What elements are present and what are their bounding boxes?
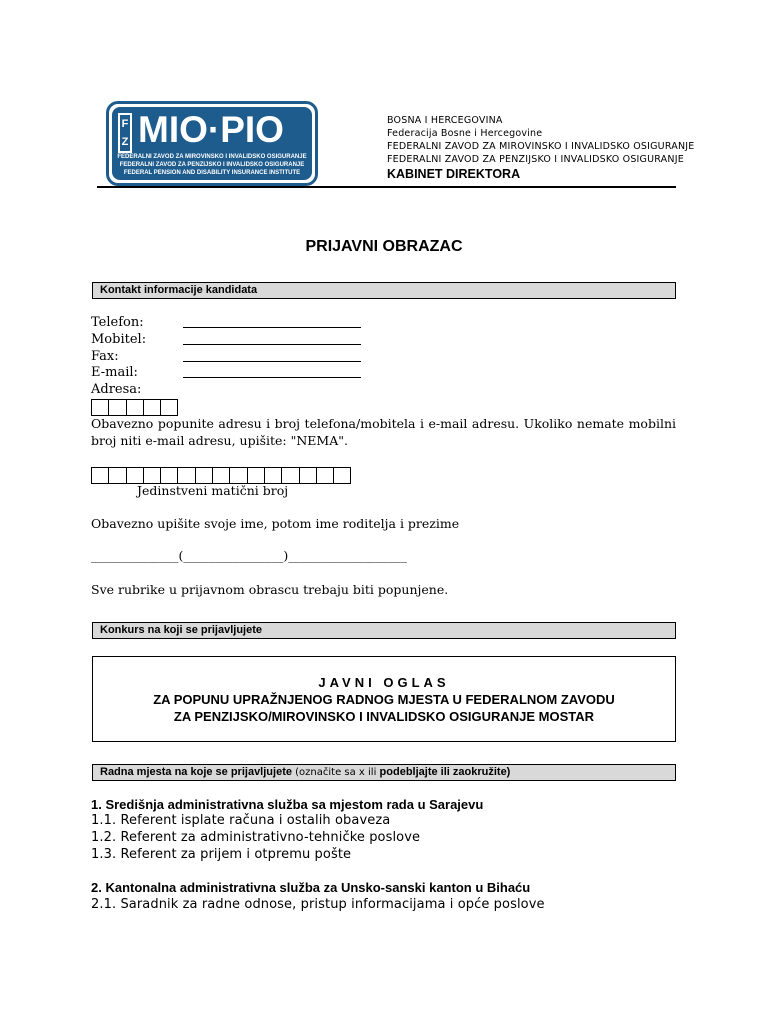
fax-input-line[interactable] xyxy=(183,361,361,362)
jmbg-box[interactable] xyxy=(264,467,282,484)
positions-header-hint-bold: podebljajte ili zaokružite) xyxy=(379,766,511,778)
jmbg-box[interactable] xyxy=(143,467,161,484)
mobile-label: Mobitel: xyxy=(91,331,147,347)
notice-heading: JAVNI OGLAS xyxy=(318,675,450,690)
phone-input-line[interactable] xyxy=(183,327,361,328)
contact-row-fax xyxy=(91,348,146,365)
header-divider xyxy=(97,186,676,188)
position-item[interactable]: 1.1. Referent isplate računa i ostalih obaveza xyxy=(91,813,391,828)
jmbg-box[interactable] xyxy=(333,467,351,484)
jmbg-box[interactable] xyxy=(247,467,265,484)
position-item[interactable]: 1.3. Referent za prijem i otpremu pošte xyxy=(91,847,352,862)
logo-fz-letter-z: Z xyxy=(121,135,129,148)
jmbg-box[interactable] xyxy=(195,467,213,484)
letterhead-line: FEDERALNI ZAVOD ZA MIROVINSKO I INVALIDSKO OSIGURANJE xyxy=(387,141,695,152)
postal-code-box[interactable] xyxy=(143,399,161,416)
form-title: PRIJAVNI OBRAZAC xyxy=(305,238,463,255)
postal-code-boxes xyxy=(91,399,177,416)
director-office: KABINET DIREKTORA xyxy=(387,167,521,181)
position-item[interactable]: 2.1. Saradnik za radne odnose, pristup informacijama i opće poslove xyxy=(91,897,545,912)
logo-subtitle-line: FEDERALNI ZAVOD ZA MIROVINSKO I INVALIDSKO OSIGURANJE xyxy=(117,154,307,160)
contact-fields xyxy=(91,314,146,398)
group-heading: 2. Kantonalna administrativna služba za Unsko-sanski kanton u Bihaću xyxy=(91,880,531,895)
logo-subtitle-line: FEDERALNI ZAVOD ZA PENZIJSKO I INVALIDSKO OSIGURANJE xyxy=(119,162,305,168)
postal-code-box[interactable] xyxy=(91,399,109,416)
jmbg-box[interactable] xyxy=(212,467,230,484)
logo-subtitle xyxy=(112,153,312,177)
jmbg-box[interactable] xyxy=(281,467,299,484)
positions-header-hint: (označite sa x ili xyxy=(291,767,380,778)
fax-label: Fax: xyxy=(91,348,119,364)
jmbg-box[interactable] xyxy=(91,467,109,484)
positions-header-label: Radna mjesta na koje se prijavljujete xyxy=(100,766,292,778)
email-input-line[interactable] xyxy=(183,377,361,378)
contact-row-mobile xyxy=(91,331,146,348)
contact-row-email xyxy=(91,364,146,381)
postal-code-box[interactable] xyxy=(160,399,178,416)
section-header-contact: Kontakt informacije kandidata xyxy=(92,282,676,299)
letterhead-line: Federacija Bosne i Hercegovine xyxy=(387,128,543,139)
logo-fz-mark xyxy=(118,113,132,153)
name-input-line[interactable]: ______________(________________)___________________ xyxy=(91,548,408,563)
logo-background xyxy=(112,107,312,180)
address-label: Adresa: xyxy=(91,382,142,398)
logo-title: MIO·PIO xyxy=(138,109,284,150)
completion-note: Sve rubrike u prijavnom obrascu trebaju biti popunjene. xyxy=(91,582,449,597)
mobile-input-line[interactable] xyxy=(183,344,361,345)
notice-line: ZA PENZIJSKO/MIROVINSKO I INVALIDSKO OSIGURANJE MOSTAR xyxy=(173,709,595,724)
notice-line: ZA POPUNU UPRAŽNJENOG RADNOG MJESTA U FEDERALNOM ZAVODU xyxy=(153,692,615,707)
jmbg-box[interactable] xyxy=(299,467,317,484)
letterhead xyxy=(387,114,694,182)
public-notice-box xyxy=(92,656,676,742)
section-header-konkurs: Konkurs na koji se prijavljujete xyxy=(92,622,676,639)
letterhead-line: BOSNA I HERCEGOVINA xyxy=(387,115,503,126)
jmbg-box[interactable] xyxy=(160,467,178,484)
group-heading: 1. Središnja administrativna služba sa mjestom rada u Sarajevu xyxy=(91,797,484,812)
jmbg-box[interactable] xyxy=(126,467,144,484)
phone-label: Telefon: xyxy=(91,315,144,330)
position-item[interactable]: 1.2. Referent za administrativno-tehničke poslove xyxy=(91,830,421,845)
postal-code-box[interactable] xyxy=(108,399,126,416)
contact-row-phone xyxy=(91,314,146,331)
letterhead-line: FEDERALNI ZAVOD ZA PENZIJSKO I INVALIDSKO OSIGURANJE xyxy=(387,154,684,165)
email-label: E-mail: xyxy=(91,365,138,381)
logo-fz-letter-f: F xyxy=(121,117,129,130)
jmbg-box[interactable] xyxy=(316,467,334,484)
contact-row-address xyxy=(91,381,146,398)
postal-code-box[interactable] xyxy=(126,399,144,416)
jmbg-box[interactable] xyxy=(177,467,195,484)
logo-subtitle-line: FEDERAL PENSION AND DISABILITY INSURANCE INSTITUTE xyxy=(123,170,301,176)
jmbg-box[interactable] xyxy=(108,467,126,484)
contact-instruction: Obavezno popunite adresu i broj telefona/mobitela i e-mail adresu. Ukoliko nemate mobilni broj niti e-mail adresu, upišite: "NEMA". xyxy=(91,416,676,448)
jmbg-label: Jedinstveni matični broj xyxy=(137,483,289,498)
name-instruction: Obavezno upišite svoje ime, potom ime roditelja i prezime xyxy=(91,516,460,531)
jmbg-box[interactable] xyxy=(229,467,247,484)
jmbg-boxes xyxy=(91,467,350,484)
institute-logo xyxy=(106,101,318,186)
section-header-positions xyxy=(92,764,676,781)
